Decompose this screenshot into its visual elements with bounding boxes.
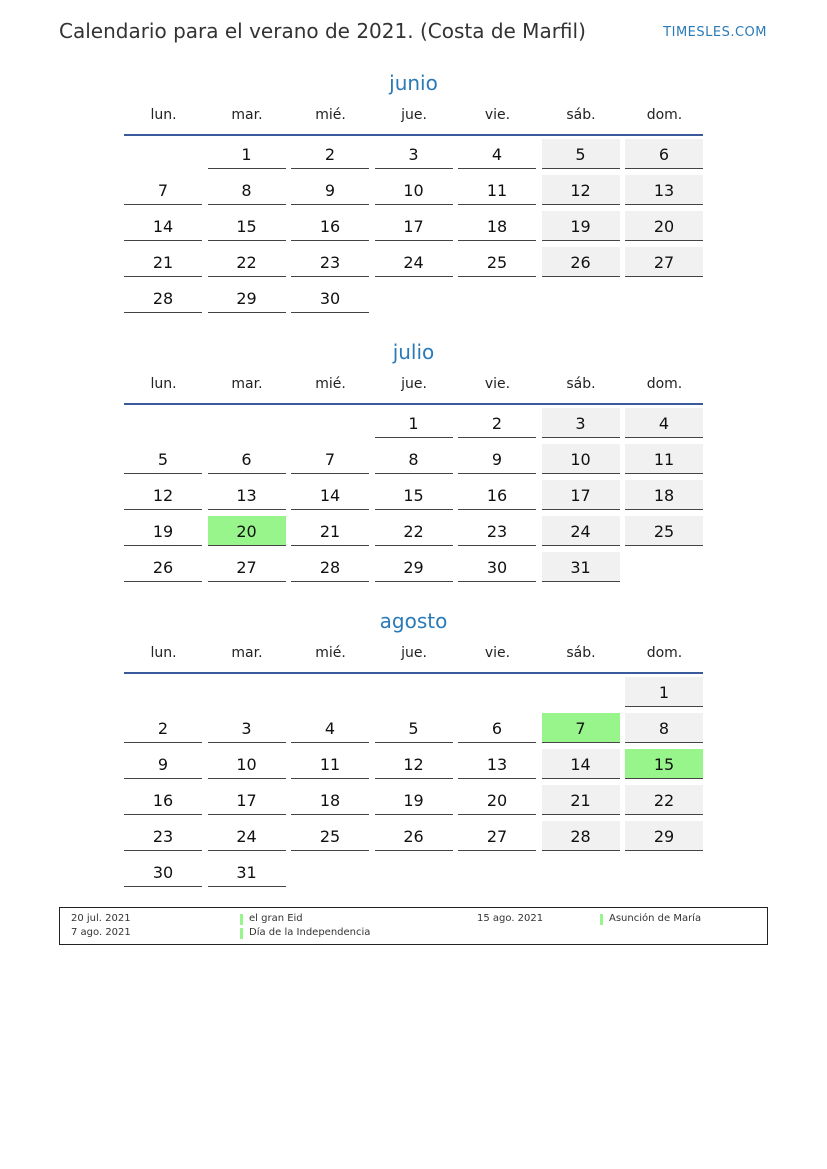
day-cell: 4	[458, 139, 536, 169]
day-cell: 6	[208, 444, 286, 474]
month-june	[124, 69, 703, 319]
day-cell: 29	[375, 552, 453, 582]
day-cell: 14	[542, 749, 620, 779]
day-cell: 27	[208, 552, 286, 582]
legend-holiday-name: el gran Eid	[249, 913, 303, 924]
weekday-label: dom.	[646, 376, 683, 392]
day-cell: 12	[124, 480, 202, 510]
month-august	[124, 607, 703, 893]
legend-date: 15 ago. 2021	[477, 913, 544, 924]
day-cell: 27	[458, 821, 536, 851]
holiday-legend	[59, 907, 768, 945]
day-cell: 14	[291, 480, 369, 510]
day-cell: 2	[291, 139, 369, 169]
header-divider	[124, 672, 703, 674]
day-cell: 29	[625, 821, 703, 851]
day-cell: 11	[625, 444, 703, 474]
day-cell: 4	[291, 713, 369, 743]
day-cell: 2	[124, 713, 202, 743]
day-cell: 10	[375, 175, 453, 205]
day-cell: 8	[375, 444, 453, 474]
weekday-label: mar.	[231, 376, 263, 392]
day-cell: 28	[124, 283, 202, 313]
day-cell: 15	[208, 211, 286, 241]
page-title: Calendario para el verano de 2021. (Costa de Marfil)	[59, 19, 586, 43]
day-cell: 19	[375, 785, 453, 815]
day-cell: 11	[458, 175, 536, 205]
weekday-label: sáb.	[566, 107, 596, 123]
weekday-label: lun.	[150, 376, 177, 392]
day-cell: 13	[625, 175, 703, 205]
day-cell: 18	[458, 211, 536, 241]
day-cell: 1	[625, 677, 703, 707]
weekday-label: vie.	[484, 376, 511, 392]
day-cell: 9	[124, 749, 202, 779]
day-cell: 17	[375, 211, 453, 241]
day-cell: 2	[458, 408, 536, 438]
month-title: julio	[392, 340, 435, 364]
day-cell: 20	[458, 785, 536, 815]
day-cell: 20	[625, 211, 703, 241]
day-cell: 27	[625, 247, 703, 277]
day-cell: 7	[542, 713, 620, 743]
weekday-label: mié.	[315, 376, 346, 392]
day-cell: 22	[208, 247, 286, 277]
legend-date: 7 ago. 2021	[71, 927, 131, 938]
weekday-label: jue.	[401, 645, 427, 661]
brand-link[interactable]: TIMESLES.COM	[663, 25, 767, 40]
day-cell: 26	[124, 552, 202, 582]
day-cell: 9	[458, 444, 536, 474]
month-title: junio	[389, 71, 438, 95]
legend-color-bar	[240, 928, 243, 939]
day-cell: 8	[625, 713, 703, 743]
weekday-label: lun.	[150, 645, 177, 661]
weekday-label: mar.	[231, 645, 263, 661]
legend-date: 20 jul. 2021	[71, 913, 131, 924]
weekday-label: mié.	[315, 645, 346, 661]
day-cell: 5	[124, 444, 202, 474]
day-cell: 19	[124, 516, 202, 546]
legend-color-bar	[240, 914, 243, 925]
legend-color-bar	[600, 914, 603, 925]
day-cell: 10	[208, 749, 286, 779]
weekday-label: mar.	[231, 107, 263, 123]
day-cell: 30	[458, 552, 536, 582]
day-cell: 25	[291, 821, 369, 851]
day-cell: 23	[458, 516, 536, 546]
day-cell: 21	[124, 247, 202, 277]
day-cell: 18	[625, 480, 703, 510]
day-cell: 25	[625, 516, 703, 546]
day-grid	[124, 677, 703, 893]
day-cell: 20	[208, 516, 286, 546]
weekday-label: jue.	[401, 107, 427, 123]
month-title: agosto	[379, 609, 448, 633]
day-cell: 9	[291, 175, 369, 205]
day-cell: 16	[291, 211, 369, 241]
day-cell: 28	[542, 821, 620, 851]
day-cell: 24	[542, 516, 620, 546]
day-grid	[124, 408, 703, 588]
day-cell: 3	[542, 408, 620, 438]
day-cell: 30	[124, 857, 202, 887]
day-cell: 13	[208, 480, 286, 510]
day-cell: 28	[291, 552, 369, 582]
day-cell: 31	[542, 552, 620, 582]
header-divider	[124, 134, 703, 136]
weekday-label: sáb.	[566, 376, 596, 392]
weekday-header	[124, 642, 703, 672]
day-cell: 26	[542, 247, 620, 277]
day-cell: 21	[291, 516, 369, 546]
day-cell: 4	[625, 408, 703, 438]
day-cell: 23	[124, 821, 202, 851]
day-cell: 3	[208, 713, 286, 743]
weekday-label: vie.	[484, 645, 511, 661]
day-cell: 12	[542, 175, 620, 205]
day-cell: 21	[542, 785, 620, 815]
day-cell: 1	[208, 139, 286, 169]
weekday-label: dom.	[646, 107, 683, 123]
day-cell: 26	[375, 821, 453, 851]
day-cell: 7	[291, 444, 369, 474]
weekday-header	[124, 373, 703, 403]
day-cell: 18	[291, 785, 369, 815]
day-cell: 15	[625, 749, 703, 779]
day-cell: 24	[375, 247, 453, 277]
day-cell: 22	[625, 785, 703, 815]
day-cell: 13	[458, 749, 536, 779]
day-cell: 5	[542, 139, 620, 169]
day-cell: 29	[208, 283, 286, 313]
day-cell: 8	[208, 175, 286, 205]
day-cell: 3	[375, 139, 453, 169]
weekday-label: lun.	[150, 107, 177, 123]
weekday-header	[124, 104, 703, 134]
day-cell: 25	[458, 247, 536, 277]
day-cell: 23	[291, 247, 369, 277]
day-cell: 5	[375, 713, 453, 743]
weekday-label: dom.	[646, 645, 683, 661]
month-july	[124, 338, 703, 588]
day-cell: 16	[458, 480, 536, 510]
weekday-label: jue.	[401, 376, 427, 392]
day-cell: 1	[375, 408, 453, 438]
day-cell: 12	[375, 749, 453, 779]
day-cell: 10	[542, 444, 620, 474]
legend-holiday-name: Día de la Independencia	[249, 927, 371, 938]
day-cell: 11	[291, 749, 369, 779]
day-cell: 6	[458, 713, 536, 743]
day-cell: 16	[124, 785, 202, 815]
day-cell: 19	[542, 211, 620, 241]
day-cell: 14	[124, 211, 202, 241]
weekday-label: vie.	[484, 107, 511, 123]
weekday-label: mié.	[315, 107, 346, 123]
day-cell: 17	[208, 785, 286, 815]
day-cell: 22	[375, 516, 453, 546]
day-cell: 15	[375, 480, 453, 510]
day-cell: 30	[291, 283, 369, 313]
header-divider	[124, 403, 703, 405]
day-grid	[124, 139, 703, 319]
day-cell: 24	[208, 821, 286, 851]
day-cell: 31	[208, 857, 286, 887]
weekday-label: sáb.	[566, 645, 596, 661]
day-cell: 7	[124, 175, 202, 205]
day-cell: 17	[542, 480, 620, 510]
legend-holiday-name: Asunción de María	[609, 913, 702, 924]
day-cell: 6	[625, 139, 703, 169]
